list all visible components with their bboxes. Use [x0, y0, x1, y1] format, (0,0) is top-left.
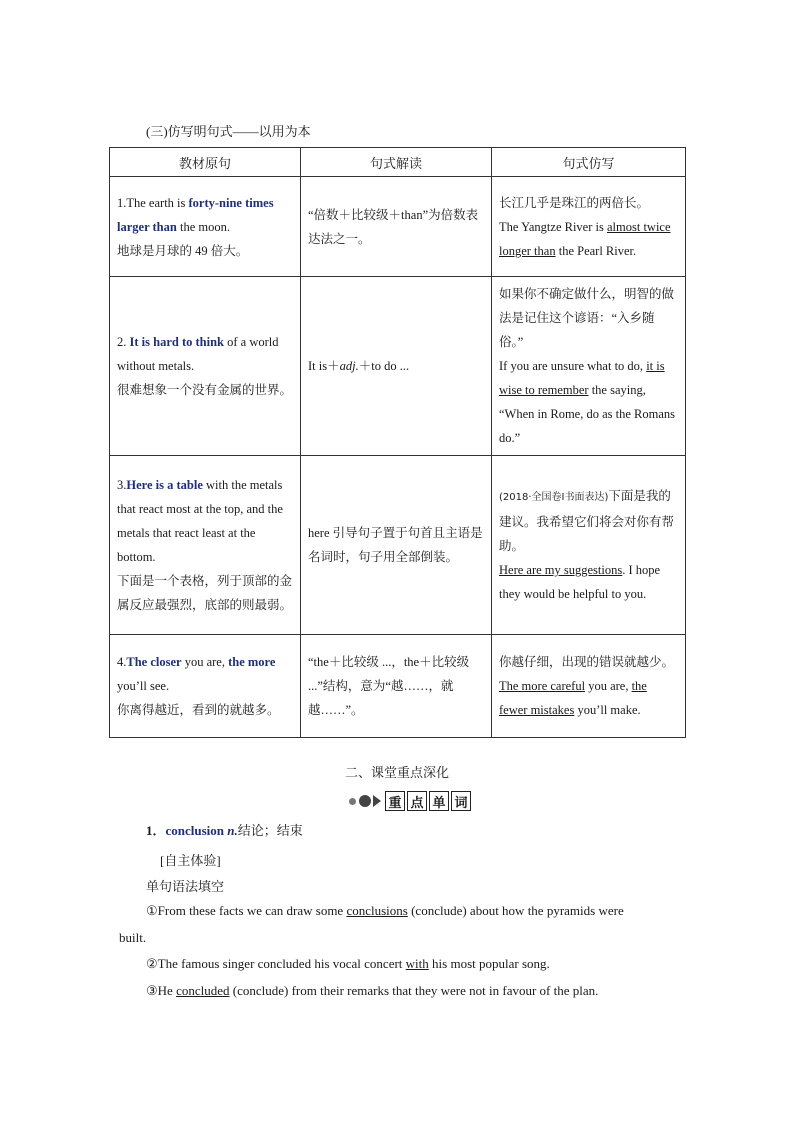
- translation: 你离得越近，看到的就越多。: [117, 703, 280, 717]
- translation: 下面是一个表格，列于顶部的金属反应最强烈，底部的则最弱。: [117, 574, 293, 612]
- answer-text: with: [405, 956, 429, 971]
- cell-imitation: [492, 177, 686, 277]
- table-header-row: [110, 148, 686, 177]
- text: . I hope they would be helpful to you.: [499, 563, 661, 601]
- text: the moon.: [176, 219, 230, 234]
- highlight-text: the more: [228, 655, 276, 669]
- practice-label: [自主体验]: [160, 853, 221, 868]
- table-row: [110, 456, 686, 635]
- answer-text: The more careful: [499, 679, 586, 693]
- answer-text: the fewer mistakes: [499, 679, 647, 717]
- banner-char: 点: [407, 791, 427, 811]
- banner-char: 单: [429, 791, 449, 811]
- answer-text: conclusions: [346, 903, 408, 918]
- text: 长江几乎是珠江的两倍长。: [499, 195, 650, 210]
- text: 4.: [117, 655, 127, 669]
- translation: 地球是月球的 49 倍大。: [117, 243, 249, 258]
- word-meaning: 结论；结束: [237, 823, 303, 838]
- text: 下面是我的建议。我希望它们将会对你有帮助。: [499, 489, 675, 553]
- answer-text: it is wise to remember: [499, 359, 665, 397]
- sentence-table: [109, 147, 686, 738]
- header-imitation: 句式仿写: [492, 148, 686, 177]
- word-heading: [146, 820, 303, 839]
- text: you are,: [585, 679, 632, 693]
- banner-char: 词: [451, 791, 471, 811]
- text: ②The famous singer concluded his vocal concert: [146, 956, 406, 971]
- cell-imitation: [492, 277, 686, 456]
- table-row: [110, 177, 686, 277]
- text: of a world without metals.: [117, 335, 279, 373]
- highlight-text: forty-nine times larger than: [117, 195, 274, 234]
- text: 1.The earth is: [117, 195, 189, 210]
- banner-char: 重: [385, 791, 405, 811]
- text: the saying, “When in Rome, do as the Romans do.”: [499, 383, 676, 445]
- cell-interpretation: [301, 456, 492, 635]
- exercise-sentence-cont: built.: [119, 930, 147, 945]
- text: 2.: [117, 335, 130, 349]
- source-label: (2018·全国卷Ⅰ书面表达): [499, 492, 609, 503]
- part-title: 二、课堂重点深化: [344, 765, 449, 780]
- text: the Pearl River.: [555, 243, 637, 258]
- text: with the metals that react most at the top, and the metals that react least at the bottom.: [117, 478, 283, 564]
- answer-text: almost twice longer than: [499, 219, 671, 258]
- highlight-text: Here is a table: [126, 478, 203, 492]
- cell-original: [110, 177, 301, 277]
- text: ①From these facts we can draw some: [146, 903, 347, 918]
- cell-interpretation: [301, 635, 492, 738]
- cell-original: [110, 635, 301, 738]
- cell-interpretation: [301, 277, 492, 456]
- section-title: (三)仿写明句式——以用为本: [146, 124, 311, 139]
- highlight-text: It is hard to think: [129, 335, 224, 349]
- text: The Yangtze River is: [499, 219, 607, 234]
- text: here 引导句子置于句首且主语是名词时，句子用全部倒装。: [308, 526, 483, 564]
- text: ＋to do ...: [358, 359, 410, 373]
- part-of-speech: n.: [224, 823, 238, 838]
- translation: 很难想象一个没有金属的世界。: [117, 383, 293, 397]
- practice-instruction: 单句语法填空: [146, 879, 225, 894]
- highlight-text: The closer: [126, 655, 182, 669]
- exercise-sentence: [146, 903, 681, 919]
- text: 如果你不确定做什么，明智的做法是记住这个谚语：“入乡随俗。”: [499, 287, 675, 349]
- answer-text: Here are my suggestions: [499, 563, 623, 577]
- header-original: 教材原句: [110, 148, 301, 177]
- cell-original: [110, 456, 301, 635]
- table-row: [110, 635, 686, 738]
- cell-imitation: [492, 456, 686, 635]
- dot-icon: [359, 795, 371, 807]
- keyword: conclusion: [165, 823, 225, 838]
- text: It is＋: [308, 359, 340, 373]
- dot-icon: [349, 798, 356, 805]
- text: adj.: [339, 359, 359, 373]
- text: (conclude) from their remarks that they were not in favour of the plan.: [229, 983, 599, 998]
- text: If you are unsure what to do,: [499, 359, 647, 373]
- exercise-sentence: [146, 983, 598, 999]
- text: 3.: [117, 478, 127, 492]
- word-number: 1．: [146, 823, 166, 838]
- header-interpretation: 句式解读: [301, 148, 492, 177]
- text: you’ll see.: [117, 679, 170, 693]
- arrow-icon: [373, 795, 381, 807]
- key-words-banner: [349, 790, 473, 812]
- answer-text: concluded: [176, 983, 230, 998]
- exercise-sentence: [146, 956, 550, 972]
- text: “the＋比较级 ...，the＋比较级 ...”结构，意为“越……，就越……”。: [308, 655, 470, 717]
- text: 你越仔细，出现的错误就越少。: [499, 655, 675, 669]
- cell-original: [110, 277, 301, 456]
- text: you are,: [181, 655, 229, 669]
- cell-interpretation: [301, 177, 492, 277]
- table-row: [110, 277, 686, 456]
- text: ③He: [146, 983, 177, 998]
- text: his most popular song.: [428, 956, 550, 971]
- cell-imitation: [492, 635, 686, 738]
- text: (conclude) about how the pyramids were: [407, 903, 624, 918]
- text: “倍数＋比较级＋than”为倍数表达法之一。: [308, 207, 479, 246]
- text: you’ll make.: [574, 703, 641, 717]
